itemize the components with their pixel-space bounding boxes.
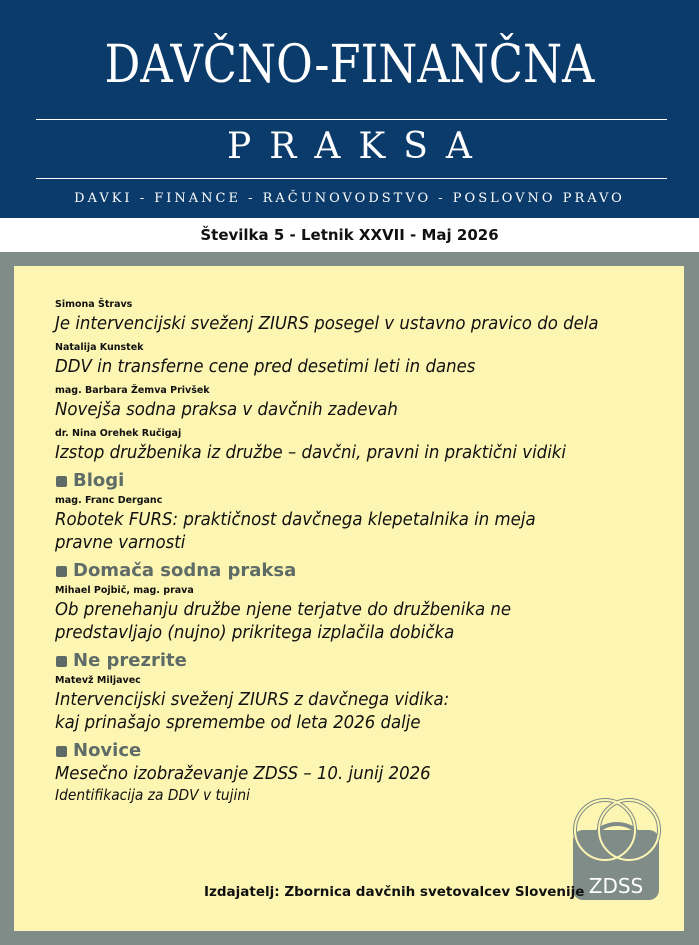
magazine-title: DAVČNO-FINANČNA <box>104 35 595 95</box>
square-bullet-icon <box>56 476 67 487</box>
article-title[interactable] <box>55 688 651 734</box>
section-label: Novice <box>73 740 142 761</box>
magazine-tagline: DAVKI - FINANCE - RAČUNOVODSTVO - POSLOVNO PRAVO <box>74 191 625 206</box>
table-of-contents <box>55 298 655 805</box>
article-title[interactable]: Je intervencijski sveženj ZIURS posegel v ustavno pravico do dela <box>55 313 599 334</box>
article-author: Natalija Kunstek <box>55 342 144 353</box>
article-title[interactable]: Novejša sodna praksa v davčnih zadevah <box>55 399 398 420</box>
section-heading-blogi <box>55 470 655 492</box>
magazine-subtitle: PRAKSA <box>227 126 490 167</box>
article-author: mag. Barbara Žemva Privšek <box>55 385 210 396</box>
article-title-line: pravne varnosti <box>55 532 186 553</box>
title-rule <box>36 119 667 120</box>
article-title-line: Ob prenehanju družbe njene terjatve do družbenika ne <box>55 599 512 620</box>
issue-info: Številka 5 - Letnik XXVII - Maj 2026 <box>0 218 699 252</box>
article-author: Simona Štravs <box>55 299 133 310</box>
article-author: dr. Nina Orehek Ručigaj <box>55 428 182 439</box>
news-item[interactable]: Mesečno izobraževanje ZDSS – 10. junij 2026 <box>55 763 431 784</box>
square-bullet-icon <box>56 656 67 667</box>
section-heading-ne-prezrite <box>55 650 655 672</box>
article-author: Matevž Miljavec <box>55 675 141 686</box>
article-title-line: kaj prinašajo spremembe od leta 2026 dalje <box>55 712 421 733</box>
article-title-line: Robotek FURS: praktičnost davčnega klepetalnika in meja <box>55 509 536 530</box>
publisher-line: Izdajatelj: Zbornica davčnih svetovalcev Slovenije <box>204 884 585 900</box>
section-label: Domača sodna praksa <box>73 560 297 581</box>
subtitle-rule <box>36 178 667 179</box>
section-heading-domaca-sodna-praksa <box>55 560 655 582</box>
article-title-line: Intervencijski sveženj ZIURS z davčnega vidika: <box>55 689 450 710</box>
article-author: Mihael Pojbič, mag. prava <box>55 585 194 596</box>
article-title[interactable] <box>55 598 651 644</box>
logo-text: ZDSS <box>588 874 644 898</box>
masthead <box>0 0 699 218</box>
news-item[interactable]: Identifikacija za DDV v tujini <box>55 786 250 804</box>
contents-panel <box>14 266 684 931</box>
article-title-line: predstavljajo (nujno) prikritega izplačila dobička <box>55 622 455 643</box>
article-title[interactable]: Izstop družbenika iz družbe – davčni, pravni in praktični vidiki <box>55 442 566 463</box>
section-label: Blogi <box>73 470 125 491</box>
square-bullet-icon <box>56 566 67 577</box>
article-title[interactable]: DDV in transferne cene pred desetimi leti in danes <box>55 356 476 377</box>
square-bullet-icon <box>56 746 67 757</box>
article-author: mag. Franc Derganc <box>55 495 163 506</box>
article-title[interactable] <box>55 508 651 554</box>
section-label: Ne prezrite <box>73 650 187 671</box>
section-heading-novice <box>55 740 655 762</box>
